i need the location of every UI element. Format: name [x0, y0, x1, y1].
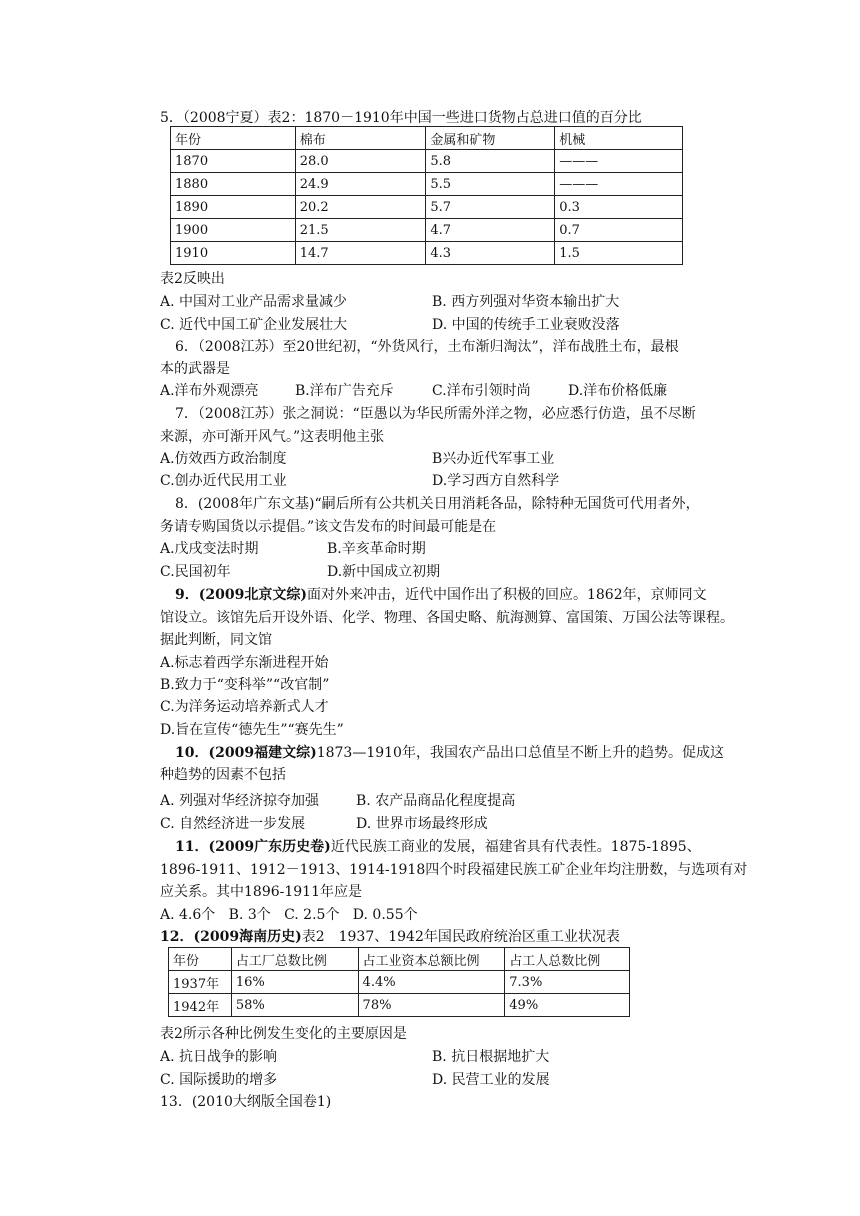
q6-option-b: B.洋布广告充斥 — [295, 383, 394, 399]
q7-option-b: B兴办近代军事工业 — [432, 451, 555, 467]
q7-option-d: D.学习西方自然科学 — [432, 473, 560, 489]
q9-option-b: B.致力于“变科举”“改官制” — [160, 677, 330, 693]
q5-option-c: C. 近代中国工矿企业发展壮大 — [160, 317, 348, 333]
table-cell: 78% — [358, 994, 505, 1017]
table-header-cell: 占工业资本总额比例 — [358, 948, 505, 971]
table-cell: 5.8 — [426, 150, 555, 173]
table-cell: 49% — [505, 994, 630, 1017]
q5-option-a: A. 中国对工业产品需求量减少 — [160, 294, 348, 310]
q10-option-c: C. 自然经济进一步发展 — [160, 816, 306, 832]
q9-line2: 馆设立。该馆先后开设外语、化学、物理、各国史略、航海测算、富国策、万国公法等课程。 — [160, 610, 734, 626]
table-cell: 1870 — [171, 150, 296, 173]
table-cell: 1900 — [171, 219, 296, 242]
table-cell: 16% — [231, 971, 358, 994]
q5-option-d: D. 中国的传统手工业衰败没落 — [432, 317, 620, 333]
q13-title: 13．(2010大纲版全国卷1) — [160, 1094, 332, 1110]
q12-option-d: D. 民营工业的发展 — [432, 1072, 550, 1088]
table-header-cell: 金属和矿物 — [426, 127, 555, 150]
q11-label: 11．(2009广东历史卷) — [175, 839, 331, 855]
q9-line1 — [175, 587, 707, 603]
table-cell: 24.9 — [295, 173, 426, 196]
q10-text: 1873—1910年，我国农产品出口总值呈不断上升的趋势。促成这 — [316, 745, 724, 761]
q5-stem: 表2反映出 — [160, 271, 225, 287]
q8-line1: 8．(2008年广东文基)“嗣后所有公共机关日用消耗各品，除特种无国货可代用者外， — [175, 496, 700, 512]
table-cell: 1910 — [171, 242, 296, 265]
table-cell: 0.7 — [555, 219, 683, 242]
q9-option-c: C.为洋务运动培养新式人才 — [160, 699, 329, 715]
q5-option-b: B. 西方列强对华资本输出扩大 — [432, 294, 620, 310]
q12-option-b: B. 抗日根据地扩大 — [432, 1049, 550, 1065]
q9-line3: 据此判断，同文馆 — [160, 632, 272, 648]
table-row — [169, 971, 630, 994]
q9-text: 面对外来冲击，近代中国作出了积极的回应。1862年，京师同文 — [306, 587, 707, 603]
q11-line3: 应关系。其中1896-1911年应是 — [160, 884, 362, 900]
table-header-row — [171, 127, 683, 150]
table-cell: 4.7 — [426, 219, 555, 242]
q7-option-c: C.创办近代民用工业 — [160, 473, 287, 489]
q12-title-line — [160, 929, 620, 945]
table-cell: 4.4% — [358, 971, 505, 994]
q8-line2: 务请专购国货以示提倡。”该文告发布的时间最可能是在 — [160, 519, 497, 535]
q8-option-c: C.民国初年 — [160, 564, 231, 580]
table-cell: ——— — [555, 150, 683, 173]
q12-option-c: C. 国际援助的增多 — [160, 1072, 278, 1088]
table-cell: 1890 — [171, 196, 296, 219]
q5-title: 5．（2008宁夏）表2：1870－1910年中国一些进口货物占总进口值的百分比 — [160, 110, 642, 126]
q6-option-c: C.洋布引领时尚 — [432, 383, 531, 399]
q7-line1: 7．（2008江苏）张之洞说：“臣愚以为华民所需外洋之物，必应悉行仿造，虽不尽断 — [175, 406, 696, 422]
table-header-cell: 占工人总数比例 — [505, 948, 630, 971]
q7-option-a: A.仿效西方政治制度 — [160, 451, 287, 467]
table-row — [171, 219, 683, 242]
q10-option-a: A. 列强对华经济掠夺加强 — [160, 793, 320, 809]
q11-text: 近代民族工商业的发展，福建省具有代表性。1875-1895、 — [330, 839, 701, 855]
q11-line1 — [175, 839, 701, 855]
table-cell: 0.3 — [555, 196, 683, 219]
q12-title: 表2 1937、1942年国民政府统治区重工业状况表 — [301, 929, 620, 945]
table-cell: 58% — [231, 994, 358, 1017]
table-header-cell: 棉布 — [295, 127, 426, 150]
table-row — [171, 173, 683, 196]
q6-line1: 6．（2008江苏）至20世纪初，“外货风行，土布渐归淘汰”，洋布战胜土布，最根 — [175, 339, 679, 355]
q5-table — [170, 126, 683, 265]
q12-label: 12．(2009海南历史) — [160, 929, 302, 945]
table-cell: 1937年 — [169, 971, 232, 994]
q8-option-a: A.戊戌变法时期 — [160, 541, 259, 557]
table-cell: 1880 — [171, 173, 296, 196]
q10-line2: 种趋势的因素不包括 — [160, 767, 286, 783]
table-cell: 21.5 — [295, 219, 426, 242]
q6-option-a: A.洋布外观漂亮 — [160, 383, 259, 399]
q9-label: 9．(2009北京文综) — [175, 587, 307, 603]
q12-stem: 表2所示各种比例发生变化的主要原因是 — [160, 1026, 407, 1042]
q12-option-a: A. 抗日战争的影响 — [160, 1049, 278, 1065]
table-cell: 4.3 — [426, 242, 555, 265]
q11-options: A. 4.6个 B. 3个 C. 2.5个 D. 0.55个 — [160, 907, 418, 923]
q9-option-a: A.标志着西学东渐进程开始 — [160, 655, 329, 671]
table-row — [171, 242, 683, 265]
table-cell: ——— — [555, 173, 683, 196]
table-row — [169, 994, 630, 1017]
table-cell: 5.5 — [426, 173, 555, 196]
table-header-row — [169, 948, 630, 971]
table-cell: 1.5 — [555, 242, 683, 265]
table-header-cell: 机械 — [555, 127, 683, 150]
q9-option-d: D.旨在宣传“德先生”“赛先生” — [160, 722, 344, 738]
table-cell: 14.7 — [295, 242, 426, 265]
table-cell: 5.7 — [426, 196, 555, 219]
table-cell: 28.0 — [295, 150, 426, 173]
q10-label: 10．(2009福建文综) — [175, 745, 317, 761]
table-header-cell: 占工厂总数比例 — [231, 948, 358, 971]
table-row — [171, 150, 683, 173]
q8-option-b: B.辛亥革命时期 — [327, 541, 426, 557]
q8-option-d: D.新中国成立初期 — [327, 564, 441, 580]
q10-option-b: B. 农产品商品化程度提高 — [356, 793, 516, 809]
q12-table — [168, 947, 630, 1017]
q6-option-d: D.洋布价格低廉 — [568, 383, 668, 399]
q10-option-d: D. 世界市场最终形成 — [356, 816, 488, 832]
q6-line2: 本的武器是 — [160, 361, 230, 377]
table-header-cell: 年份 — [169, 948, 232, 971]
table-cell: 7.3% — [505, 971, 630, 994]
table-cell: 1942年 — [169, 994, 232, 1017]
table-cell: 20.2 — [295, 196, 426, 219]
q7-line2: 来源，亦可渐开风气。”这表明他主张 — [160, 429, 385, 445]
q11-line2: 1896-1911、1912－1913、1914-1918四个时段福建民族工矿企业年均注册数，与选项有对 — [160, 862, 748, 878]
table-row — [171, 196, 683, 219]
q10-line1 — [175, 745, 724, 761]
table-header-cell: 年份 — [171, 127, 296, 150]
